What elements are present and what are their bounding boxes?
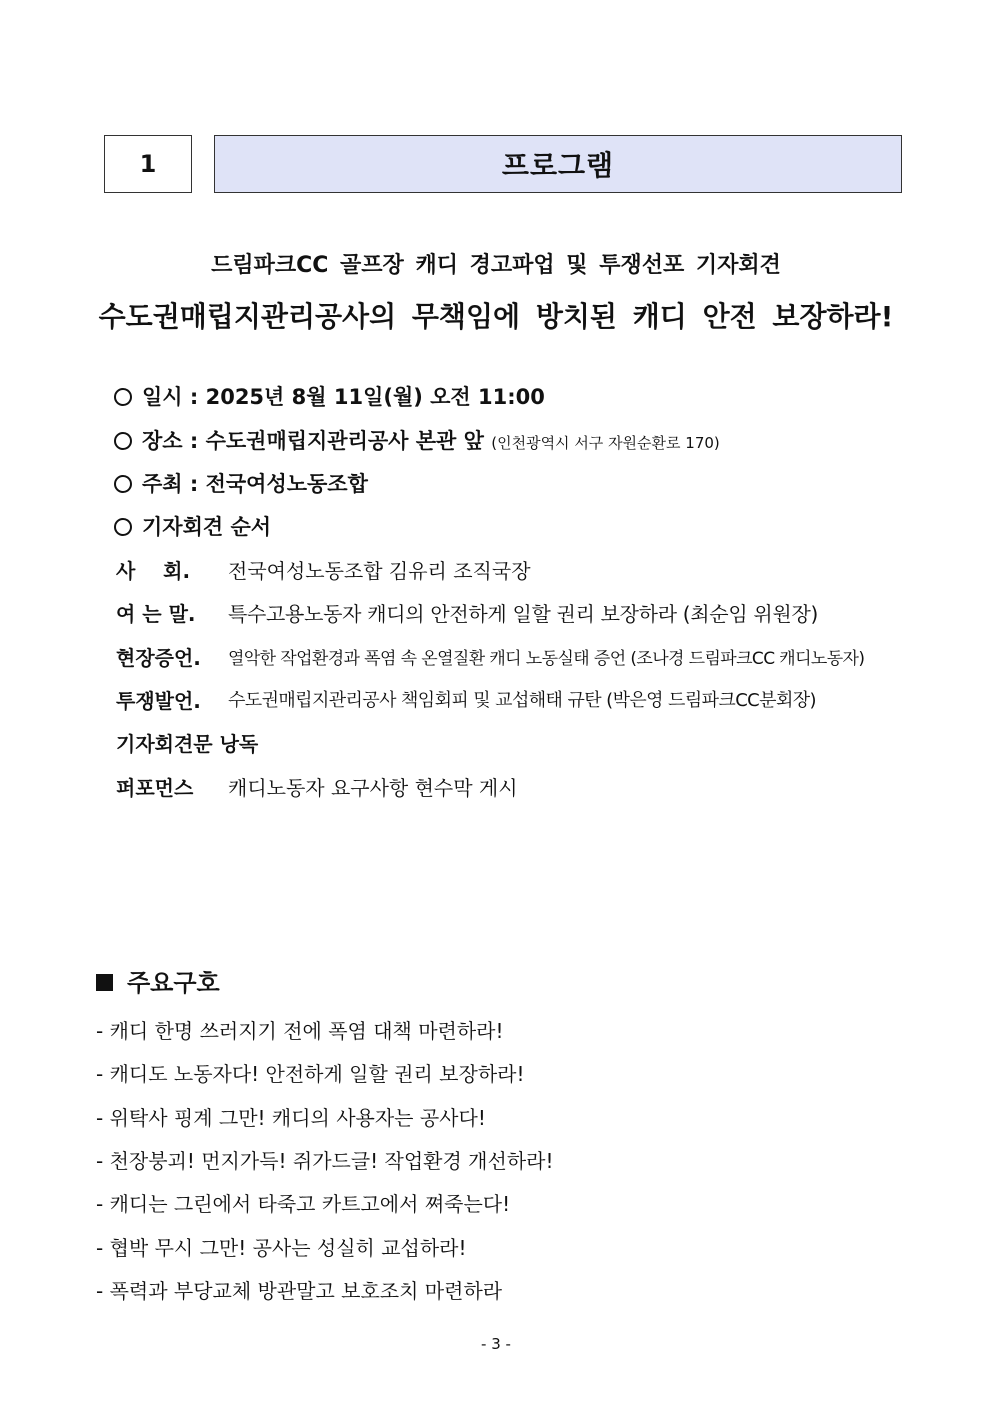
order-text: 캐디노동자 요구사항 현수막 게시 bbox=[228, 776, 518, 800]
slogan-item: - 폭력과 부당교체 방관말고 보호조치 마련하라 bbox=[96, 1279, 503, 1303]
circle-bullet-icon bbox=[114, 388, 132, 406]
circle-bullet-icon bbox=[114, 432, 132, 450]
event-subtitle: 드림파크CC 골프장 캐디 경고파업 및 투쟁선포 기자회견 bbox=[211, 253, 781, 278]
circle-bullet-icon bbox=[114, 475, 132, 493]
square-bullet-icon bbox=[96, 974, 113, 991]
info-datetime bbox=[114, 381, 545, 411]
order-item bbox=[116, 728, 258, 757]
circle-bullet-icon bbox=[114, 518, 132, 536]
slogan-item: - 위탁사 핑계 그만! 캐디의 사용자는 공사다! bbox=[96, 1106, 486, 1130]
info-datetime-text: 일시 : 2025년 8월 11일(월) 오전 11:00 bbox=[142, 385, 545, 409]
order-item bbox=[116, 772, 518, 801]
slogan-item: - 천장붕괴! 먼지가득! 쥐가드글! 작업환경 개선하라! bbox=[96, 1149, 554, 1173]
order-label: 여 는 말. bbox=[116, 602, 196, 626]
order-text: 수도권매립지관리공사 책임회피 및 교섭해태 규탄 (박은영 드림파크CC분회장) bbox=[228, 690, 816, 711]
info-place-address: (인천광역시 서구 자원순환로 170) bbox=[491, 434, 720, 452]
order-label: 퍼포먼스 bbox=[116, 776, 194, 800]
order-item bbox=[116, 685, 816, 714]
info-host-text: 주최 : 전국여성노동조합 bbox=[142, 472, 368, 496]
order-text: 전국여성노동조합 김유리 조직국장 bbox=[228, 559, 531, 583]
order-label: 사 회. bbox=[116, 559, 191, 583]
info-host bbox=[114, 468, 368, 498]
slogan-item: - 캐디도 노동자다! 안전하게 일할 권리 보장하라! bbox=[96, 1062, 525, 1086]
info-place bbox=[114, 425, 720, 455]
slogans-heading bbox=[96, 963, 220, 998]
slogan-item: - 캐디 한명 쓰러지기 전에 폭염 대책 마련하라! bbox=[96, 1019, 504, 1043]
info-order-title bbox=[114, 511, 271, 541]
order-item bbox=[116, 642, 864, 671]
page-number: - 3 - bbox=[481, 1335, 511, 1353]
info-place-text: 장소 : 수도권매립지관리공사 본관 앞 bbox=[142, 429, 484, 453]
section-title: 프로그램 bbox=[501, 149, 615, 182]
slogan-item: - 캐디는 그린에서 타죽고 카트고에서 쪄죽는다! bbox=[96, 1192, 511, 1216]
order-item bbox=[116, 555, 531, 584]
order-label: 투쟁발언. bbox=[116, 689, 201, 713]
slogan-item: - 협박 무시 그만! 공사는 성실히 교섭하라! bbox=[96, 1236, 467, 1260]
order-item bbox=[116, 598, 818, 627]
slogans-heading-text: 주요구호 bbox=[127, 969, 220, 997]
section-title-box bbox=[214, 135, 902, 193]
order-text: 특수고용노동자 캐디의 안전하게 일할 권리 보장하라 (최순임 위원장) bbox=[228, 602, 818, 626]
event-headline: 수도권매립지관리공사의 무책임에 방치된 캐디 안전 보장하라! bbox=[98, 300, 894, 333]
info-order-title-text: 기자회견 순서 bbox=[142, 515, 272, 539]
order-label: 현장증언. bbox=[116, 646, 201, 670]
order-text: 열악한 작업환경과 폭염 속 온열질환 캐디 노동실태 증언 (조나경 드림파크CC 캐디노동자) bbox=[228, 649, 865, 669]
order-label: 기자회견문 낭독 bbox=[116, 732, 259, 756]
section-number-box bbox=[104, 135, 192, 193]
section-number: 1 bbox=[139, 150, 157, 178]
